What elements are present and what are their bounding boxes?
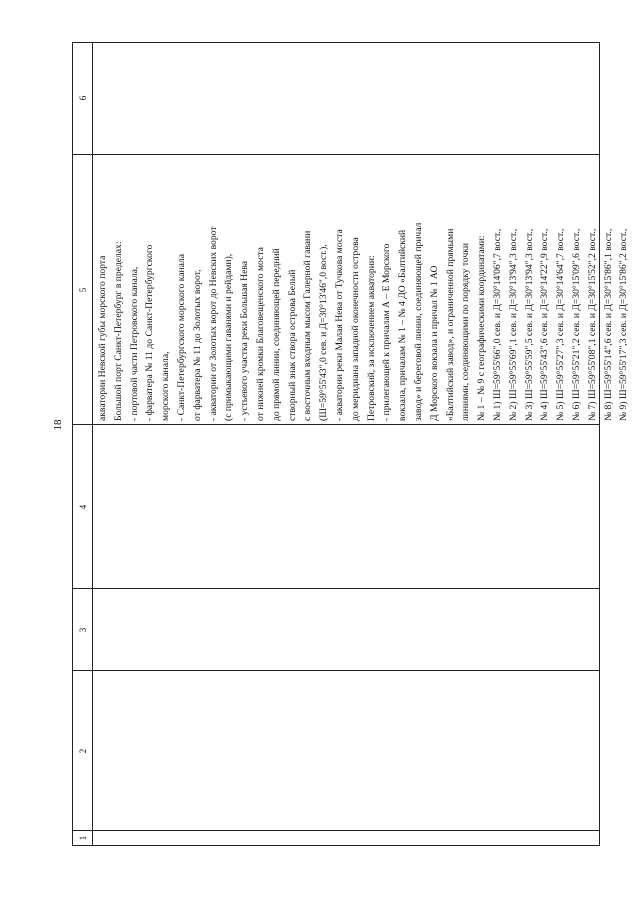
text-line: линиями, соединяющими по порядку точки	[460, 242, 472, 421]
text-line: № 6) Ш=59°55'21",2 сев. и Д=30°15'09",6 вост.,	[570, 228, 582, 421]
column-divider	[73, 154, 599, 155]
text-line: - акватории от Золотых ворот до Невских ворот	[207, 226, 219, 421]
text-line: от нижней кромки Благовещенского моста	[254, 247, 266, 421]
text-line: № 4) Ш=59°55'43",6 сев. и Д=30°14'22",9 вост.,	[539, 228, 551, 421]
column-divider	[73, 424, 599, 425]
text-line: (с примыкающими гаванями и рейдами),	[223, 253, 235, 421]
text-line: - устьевого участка реки Большая Нева	[239, 260, 251, 421]
table-header-row	[73, 43, 93, 845]
regulation-table	[72, 42, 630, 846]
text-line: с восточным входным мысом Галерной гавани	[302, 230, 314, 421]
text-line: № 8) Ш=59°55'14",6 сев. и Д=30°15'86",1 вост.,	[602, 228, 614, 421]
text-line: № 1) Ш=59°55'66",0 сев. и Д=30°14'06",7 вост.,	[491, 228, 503, 421]
column-header-2: 2	[78, 748, 88, 754]
column-5-content	[95, 156, 630, 424]
column-header-4: 4	[78, 504, 88, 510]
text-line: от фарватера № 11 до Золотых ворот,	[191, 269, 203, 421]
column-header-5: 5	[78, 287, 88, 293]
text-line: створный знак створа острова Белый	[286, 269, 298, 421]
text-line: акватории Невской губы морского порта	[97, 255, 108, 421]
column-header-6: 6	[78, 95, 88, 101]
text-line: Большой порт Санкт-Петербург в пределах:	[112, 241, 124, 421]
column-divider	[73, 670, 599, 671]
text-line: «Балтийский завод», и ограниченной прямыми	[444, 228, 456, 421]
text-line: № 9) Ш=59°55'17",3 сев. и Д=30°15'86",2 вост.,	[618, 228, 630, 421]
page-number: 18	[52, 419, 64, 431]
column-header-3: 3	[78, 627, 88, 633]
text-line: Петровский, за исключением акватории:	[365, 255, 377, 421]
column-divider	[73, 830, 599, 831]
text-line: морского канала,	[160, 351, 172, 421]
text-line: № 5) Ш=59°55'27",3 сев. и Д=30°14'64",7 вост.,	[555, 228, 567, 421]
text-line: - акватории реки Малая Нева от Тучкова моста	[333, 229, 345, 421]
text-line: № 7) Ш=59°55'08",1 сев. и Д=30°15'52",2 вост.,	[586, 228, 598, 421]
text-line: (Ш=59°55'43",0 сев. и Д=30°13'46",0 вост.),	[318, 244, 330, 421]
column-divider	[73, 588, 599, 589]
column-header-1: 1	[78, 835, 88, 841]
text-line: № 1 – № 9 с географическими координатами:	[476, 235, 488, 421]
text-line: - Санкт-Петербургского морского канала	[175, 254, 187, 421]
text-line: № 2) Ш=59°55'69",1 сев. и Д=30°13'94",3 вост.,	[507, 228, 519, 421]
text-line: вокзала, причалам № 1 – № 4 ДО «Балтийский	[397, 229, 409, 421]
text-line: № 3) Ш=59°55'59",5 сев. и Д=30°13'94",3 вост.,	[523, 228, 535, 421]
text-line: - прилегающей к причалам А – Е Морского	[381, 243, 393, 421]
text-line: Д Морского вокзала и причал № 1 АО	[428, 265, 440, 421]
text-line: до прямой линии, соединяющей передний	[270, 248, 282, 421]
text-line: - портовой части Петровского канала,	[128, 266, 140, 421]
text-line: до меридиана западной оконечности острова	[349, 237, 361, 421]
text-line: - фарватера № 11 до Санкт-Петербургского	[144, 244, 156, 421]
text-line: завод» и береговой линии, соединяющей причал	[412, 222, 424, 421]
